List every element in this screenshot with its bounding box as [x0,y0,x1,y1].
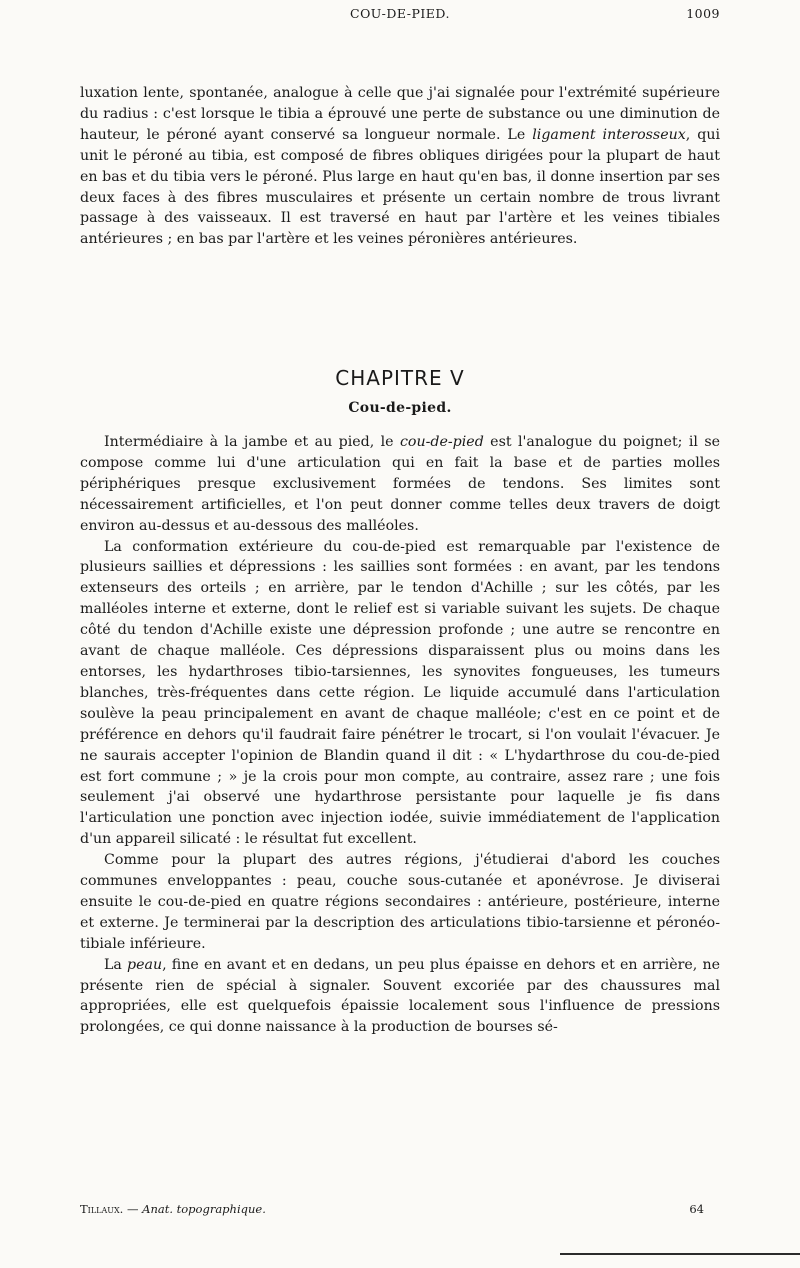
page-footer [80,1202,720,1220]
bottom-edge-rule [560,1253,800,1255]
paragraph-1 [80,432,720,537]
page-header [80,6,720,26]
signature-mark: 64 [689,1202,704,1216]
term-peau: peau [127,956,163,973]
p4-before: La [104,956,128,973]
term-cou-de-pied: cou-de-pied [399,434,484,450]
paragraph-2: La conformation extérieure du cou-de-pied est remarquable par l'existence de plusieurs saillies et dépressions : les saillies sont formées : en avant, par les tendons extenseurs des orteils ; en arrière, par le tendon d'Achille ; sur les côtés, par les malléoles interne et externe, dont le relief est si variable suivant les sujets. De chaque côté du tendon d'Achille existe une dépression profonde ; une autre se rencontre en avant de chaque malléole. Ces dépressions disparaissent plus ou moins dans les entorses, les hydarthroses tibio-tarsiennes, les synovites fongueuses, les tumeurs blanches, très-fréquentes dans cette région. Le liquide accumulé dans l'articulation soulève la peau principalement en avant de chaque malléole; c'est en ce point et de préférence en dehors qu'il faudrait faire pénétrer le trocart, si l'on voulait l'évacuer. Je ne saurais accepter l'opinion de Blandin quand il dit : « L'hydarthrose du cou-de-pied est fort commune ; » je la crois pour mon compte, au contraire, assez rare ; une fois seulement j'ai observé une hydarthrose persistante pour laquelle je fis dans l'articulation une ponction avec injection iodée, suivie immédiatement de l'application d'un appareil silicaté : le résultat fut excellent. [80,538,720,848]
paragraph-4 [80,955,720,1039]
p1-before: Intermédiaire à la jambe et au pied, le [104,434,400,450]
footer-separator: — [123,1202,143,1216]
intro-text [80,83,720,250]
footer-author: Tillaux. [80,1202,124,1216]
term-ligament-interosseux: ligament interosseux [532,126,686,143]
p4-after: , fine en avant et en dedans, un peu plus épaisse en dehors et en arrière, ne présente rien de spécial à signaler. Souvent excoriée par des chaussures mal appropriées, elle est quelquefois épaissie localement sous l'influence de pressions prolongées, ce qui donne naissance à la production de bourses sé- [80,956,721,1036]
intro-paragraph [80,83,720,250]
paragraph-3: Comme pour la plupart des autres régions, j'étudierai d'abord les couches communes enveloppantes : peau, couche sous-cutanée et aponévrose. Je diviserai ensuite le cou-de-pied en quatre régions secondaires : antérieure, postérieure, interne et externe. Je terminerai par la description des articulations tibio-tarsienne et péronéo-tibiale inférieure. [80,852,720,952]
page-number: 1009 [686,6,720,21]
footer-work: Anat. topographique. [142,1202,266,1216]
section-title: Cou-de-pied. [348,400,452,416]
intro-part-2: , qui unit le péroné au tibia, est composé de fibres obliques dirigées pour la plupart de haut en bas et du tibia vers le péroné. Plus large en haut qu'en bas, il donne insertion par ses deux faces à des fibres musculaires et présente un certain nombre de trous livrant passage à des vaisseaux. Il est traversé en haut par l'artère et les veines tibiales antérieures ; en bas par l'artère et les veines péronières antérieures. [80,126,720,248]
running-title: COU-DE-PIED. [350,6,450,21]
body-text [80,432,720,1038]
intro-part-1: luxation lente, spontanée, analogue à celle que j'ai signalée pour l'extrémité supérieure du radius : c'est lorsque le tibia a éprouvé une perte de substance ou une diminution de hauteur, le péroné ayant conservé sa longueur normale. Le [80,85,720,143]
chapter-title: CHAPITRE V [335,366,465,390]
p1-after: est l'analogue du poignet; il se compose comme lui d'une articulation qui en fait la base et de parties molles périphériques presque exclusivement formées de tendons. Ses limites sont nécessairement artificielles, et l'on peut donner comme telles deux travers de doigt environ au-dessus et au-dessous des malléoles. [80,434,720,534]
